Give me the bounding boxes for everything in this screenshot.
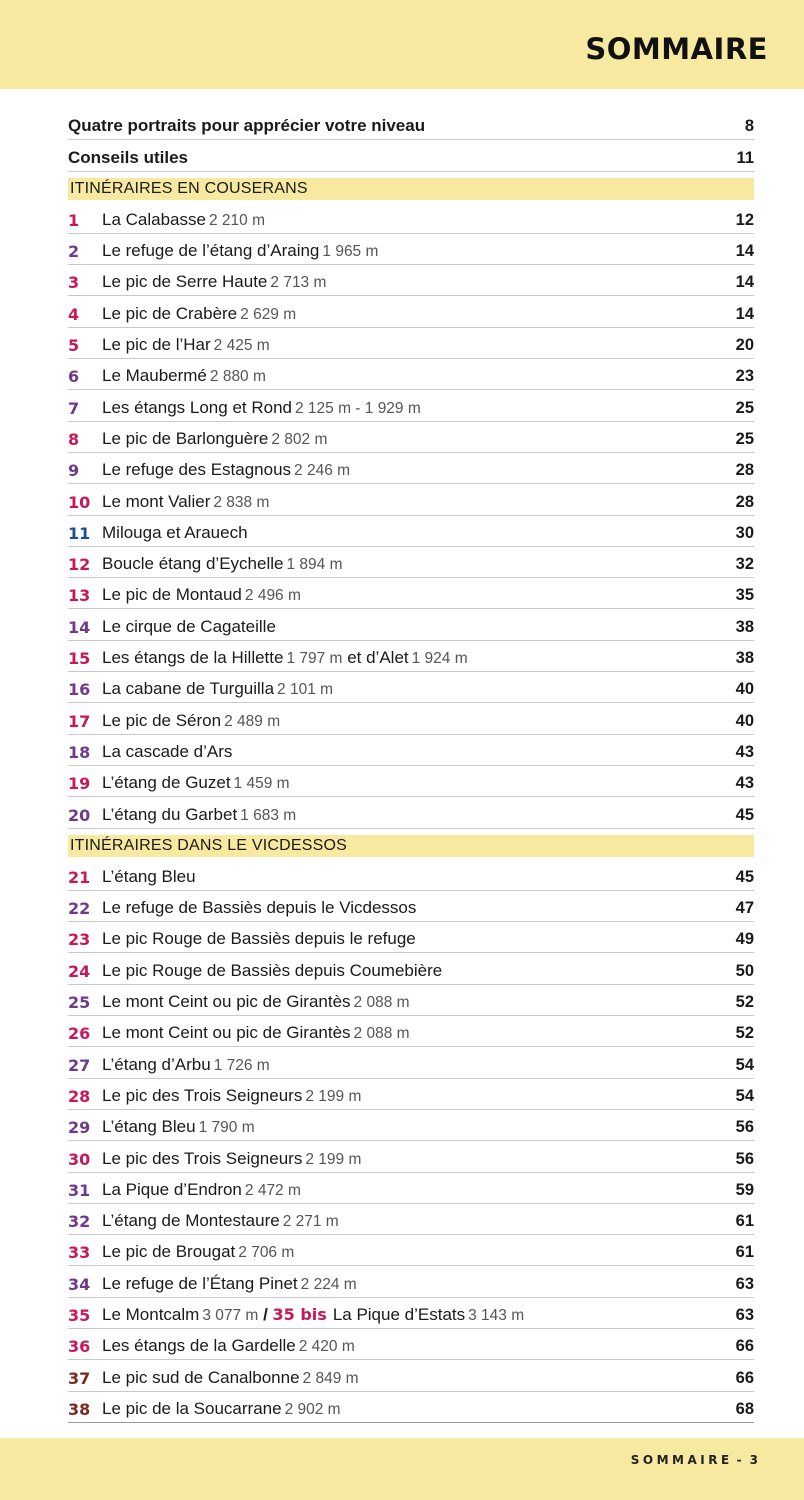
itinerary-title: [102, 554, 736, 574]
itinerary-title: [102, 648, 736, 668]
altitude: 2 199 m: [305, 1087, 362, 1105]
itinerary-row: [68, 391, 754, 421]
altitude: 2 706 m: [238, 1244, 295, 1262]
itinerary-name: Le pic de Montaud: [102, 585, 242, 605]
itinerary-title: [102, 992, 736, 1012]
itinerary-number: 24: [68, 961, 91, 981]
altitude: 1 459 m: [233, 775, 290, 793]
footer-separator: -: [736, 1453, 742, 1467]
itinerary-name: La Calabasse: [102, 209, 206, 229]
altitude: 3 077 m: [202, 1306, 259, 1324]
itinerary-title: [102, 429, 736, 449]
page-number: 8: [744, 117, 754, 136]
itinerary-row: [68, 1017, 754, 1047]
itinerary-row: [68, 548, 754, 578]
separator: /: [258, 1304, 273, 1324]
page-number: 59: [735, 1180, 754, 1199]
itinerary-number: 9: [68, 461, 80, 481]
itinerary-name: La cascade d’Ars: [102, 741, 233, 761]
itinerary-number: 34: [68, 1274, 91, 1294]
page-number: 14: [735, 242, 754, 261]
itinerary-name: Le refuge des Estagnous: [102, 460, 292, 480]
itinerary-title: [102, 1055, 736, 1075]
itinerary-name: Le refuge de l’étang d’Araing: [102, 241, 320, 261]
itinerary-row: [68, 642, 754, 672]
itinerary-number: 22: [68, 899, 91, 919]
page-number: 20: [735, 336, 754, 355]
itinerary-name: Le pic Rouge de Bassiès depuis le refuge: [102, 929, 416, 949]
page-number: 11: [736, 148, 754, 167]
page-number: 40: [735, 680, 754, 699]
itinerary-row: [68, 673, 754, 703]
altitude: 2 420 m: [298, 1338, 355, 1356]
page-number: 25: [735, 398, 754, 417]
itinerary-name: Le pic de Brougat: [102, 1242, 236, 1262]
itinerary-number: 19: [68, 774, 91, 794]
itinerary-title: [102, 1149, 736, 1169]
itinerary-name: Le pic de Séron: [102, 710, 222, 730]
itinerary-number: 30: [68, 1149, 91, 1169]
itinerary-name: Le pic de la Soucarrane: [102, 1398, 282, 1418]
itinerary-name: Les étangs de la Hillette: [102, 648, 284, 668]
itinerary-name: Le mont Ceint ou pic de Girantès: [102, 1023, 351, 1043]
itinerary-number: 2: [68, 242, 80, 262]
itinerary-name: Le pic de Serre Haute: [102, 272, 268, 292]
itinerary-title: [102, 304, 736, 324]
itinerary-name: La Pique d’Estats: [332, 1304, 466, 1324]
page-number: 61: [735, 1243, 754, 1262]
section-heading: ITINÉRAIRES DANS LE VICDESSOS: [68, 835, 754, 857]
itinerary-number: 4: [68, 304, 80, 324]
itinerary-title: [102, 1117, 736, 1137]
itinerary-name: Le pic de l’Har: [102, 335, 211, 355]
itinerary-name: Le mont Valier: [102, 491, 211, 511]
page-number: 43: [735, 774, 754, 793]
itinerary-row: [68, 986, 754, 1016]
itinerary-title: [102, 1336, 736, 1356]
itinerary-row: [68, 923, 754, 953]
itinerary-row: [68, 204, 754, 234]
itinerary-row: [68, 235, 754, 265]
itinerary-name: Le refuge de l’Étang Pinet: [102, 1273, 298, 1293]
itinerary-title: [102, 742, 736, 762]
itinerary-row: [68, 892, 754, 922]
itinerary-name: L’étang d’Arbu: [102, 1054, 211, 1074]
itinerary-number: 33: [68, 1243, 91, 1263]
itinerary-name: Les étangs Long et Rond: [102, 397, 292, 417]
itinerary-row: [68, 1267, 754, 1297]
itinerary-number: 3: [68, 273, 80, 293]
itinerary-name: Le pic de Barlonguère: [102, 428, 269, 448]
itinerary-title: [102, 617, 736, 637]
itinerary-title: [102, 1399, 736, 1419]
page-number: 56: [735, 1118, 754, 1137]
itinerary-number: 36: [68, 1337, 91, 1357]
itinerary-row: [68, 1205, 754, 1235]
itinerary-row: [68, 610, 754, 640]
page-number: 54: [735, 1055, 754, 1074]
page-number: 54: [735, 1086, 754, 1105]
itinerary-row: [68, 1111, 754, 1141]
page-number: 28: [735, 461, 754, 480]
altitude: 2 425 m: [213, 337, 270, 355]
itinerary-number: 13: [68, 586, 91, 606]
page-number: 14: [735, 273, 754, 292]
page-number: 38: [735, 617, 754, 636]
page-number: 45: [735, 805, 754, 824]
itinerary-number: 16: [68, 680, 91, 700]
itinerary-title: [102, 492, 736, 512]
itinerary-name: L’étang de Montestaure: [102, 1211, 280, 1231]
itinerary-name: La cabane de Turguilla: [102, 679, 275, 699]
itinerary-number: 35: [68, 1305, 91, 1325]
itinerary-number: 10: [68, 492, 91, 512]
page-number: 47: [735, 899, 754, 918]
itinerary-name: L’étang Bleu: [102, 866, 196, 886]
itinerary-row: [68, 1393, 754, 1423]
itinerary-name: Le pic des Trois Seigneurs: [102, 1085, 303, 1105]
altitude: 2 902 m: [284, 1400, 341, 1418]
page-number: 32: [735, 555, 754, 574]
itinerary-row: [68, 423, 754, 453]
itinerary-row: [68, 454, 754, 484]
itinerary-name: Le Maubermé: [102, 366, 207, 386]
itinerary-name: Les étangs de la Gardelle: [102, 1336, 296, 1356]
intro-title: Conseils utiles: [68, 147, 188, 167]
altitude: 2 125 m - 1 929 m: [294, 399, 421, 417]
page-number: 50: [735, 961, 754, 980]
page-number: 23: [735, 367, 754, 386]
itinerary-name: Le pic des Trois Seigneurs: [102, 1148, 303, 1168]
itinerary-title: [102, 1274, 736, 1294]
itinerary-title: [102, 867, 736, 887]
altitude: 2 271 m: [282, 1213, 339, 1231]
itinerary-row: [68, 1080, 754, 1110]
itinerary-number: 8: [68, 429, 80, 449]
itinerary-title: [102, 1180, 736, 1200]
itinerary-number: 17: [68, 711, 91, 731]
itinerary-number: 23: [68, 930, 91, 950]
itinerary-number: 20: [68, 805, 91, 825]
intro-title: Quatre portraits pour apprécier votre niveau: [68, 116, 426, 136]
itinerary-number: 12: [68, 555, 91, 575]
itinerary-title: [102, 1368, 736, 1388]
itinerary-row: [68, 1299, 754, 1329]
itinerary-title: [102, 460, 736, 480]
itinerary-title: [102, 335, 736, 355]
page-number: 49: [735, 930, 754, 949]
page-number: 66: [735, 1368, 754, 1387]
itinerary-row: [68, 1174, 754, 1204]
altitude: 2 472 m: [244, 1181, 301, 1199]
itinerary-number: 28: [68, 1086, 91, 1106]
itinerary-row: [68, 798, 754, 828]
page-number: 63: [735, 1274, 754, 1293]
itinerary-title: [102, 366, 736, 386]
itinerary-title: [102, 711, 736, 731]
itinerary-title: [102, 1305, 736, 1325]
page-number: 66: [735, 1337, 754, 1356]
altitude: 1 726 m: [213, 1056, 270, 1074]
intro-row: [68, 110, 754, 140]
altitude: 2 210 m: [208, 211, 265, 229]
itinerary-name: Le pic Rouge de Bassiès depuis Coumebière: [102, 960, 443, 980]
page-number: 14: [735, 304, 754, 323]
itinerary-number-bis: 35 bis: [272, 1304, 327, 1324]
itinerary-row: [68, 517, 754, 547]
itinerary-number: 27: [68, 1055, 91, 1075]
section-heading: ITINÉRAIRES EN COUSERANS: [68, 178, 754, 200]
itinerary-title: [102, 805, 736, 825]
page-number: 68: [735, 1399, 754, 1418]
itinerary-row: [68, 360, 754, 390]
footer-page-number: 3: [749, 1453, 758, 1467]
itinerary-name-extra: et d’Alet: [342, 648, 409, 668]
itinerary-title: [102, 241, 736, 261]
page-number: 43: [735, 742, 754, 761]
itinerary-title: [102, 898, 736, 918]
altitude: 2 849 m: [302, 1369, 359, 1387]
itinerary-title: [102, 398, 736, 418]
itinerary-row: [68, 329, 754, 359]
itinerary-row: [68, 861, 754, 891]
altitude: 2 629 m: [240, 305, 297, 323]
page-number: 12: [735, 210, 754, 229]
page-number: 30: [735, 523, 754, 542]
itinerary-title: [102, 773, 736, 793]
itinerary-number: 6: [68, 367, 80, 387]
itinerary-row: [68, 485, 754, 515]
page-number: 63: [735, 1305, 754, 1324]
itinerary-name: Le refuge de Bassiès depuis le Vicdessos: [102, 898, 417, 918]
itinerary-row: [68, 1048, 754, 1078]
altitude: 2 246 m: [294, 462, 351, 480]
itinerary-name: Le mont Ceint ou pic de Girantès: [102, 992, 351, 1012]
page-number: 28: [735, 492, 754, 511]
itinerary-title: [102, 1242, 736, 1262]
page-number: 40: [735, 711, 754, 730]
itinerary-row: [68, 1142, 754, 1172]
altitude: 1 683 m: [240, 806, 297, 824]
intro-row: [68, 141, 754, 171]
itinerary-name: L’étang de Guzet: [102, 773, 231, 793]
itinerary-name: Boucle étang d’Eychelle: [102, 554, 284, 574]
altitude: 2 088 m: [353, 1025, 410, 1043]
altitude: 2 199 m: [305, 1150, 362, 1168]
altitude: 2 496 m: [244, 587, 301, 605]
itinerary-row: [68, 1236, 754, 1266]
itinerary-name: Le cirque de Cagateille: [102, 616, 276, 636]
page-number: 56: [735, 1149, 754, 1168]
itinerary-name: La Pique d’Endron: [102, 1179, 242, 1199]
itinerary-name: Milouga et Arauech: [102, 522, 248, 542]
altitude: 2 838 m: [213, 493, 270, 511]
itinerary-number: 37: [68, 1368, 91, 1388]
itinerary-name: Le pic sud de Canalbonne: [102, 1367, 300, 1387]
itinerary-title: [102, 1023, 736, 1043]
itinerary-row: [68, 1361, 754, 1391]
table-of-contents: [68, 110, 754, 1424]
itinerary-number: 7: [68, 398, 80, 418]
itinerary-title: [102, 210, 736, 230]
itinerary-title: [102, 961, 736, 981]
altitude: 2 088 m: [353, 994, 410, 1012]
footer-label: SOMMAIRE: [630, 1453, 733, 1467]
itinerary-number: 11: [68, 523, 91, 543]
itinerary-title: [102, 523, 736, 543]
itinerary-row: [68, 266, 754, 296]
itinerary-number: 25: [68, 993, 91, 1013]
itinerary-title: [102, 272, 736, 292]
itinerary-row: [68, 767, 754, 797]
itinerary-number: 18: [68, 742, 91, 762]
altitude: 2 101 m: [277, 681, 334, 699]
page-number: 35: [735, 586, 754, 605]
altitude: 1 797 m: [286, 650, 343, 668]
itinerary-number: 14: [68, 617, 91, 637]
page-title: SOMMAIRE: [585, 32, 768, 66]
altitude: 2 489 m: [224, 712, 281, 730]
itinerary-title: [102, 679, 736, 699]
itinerary-number: 31: [68, 1180, 91, 1200]
itinerary-row: [68, 1330, 754, 1360]
itinerary-number: 32: [68, 1212, 91, 1232]
page-number: 38: [735, 649, 754, 668]
footer: [631, 1453, 758, 1467]
page-number: 61: [735, 1212, 754, 1231]
itinerary-title: [102, 929, 736, 949]
itinerary-name: Le pic de Crabère: [102, 303, 238, 323]
itinerary-number: 1: [68, 210, 80, 230]
altitude: 3 143 m: [468, 1306, 525, 1324]
itinerary-number: 5: [68, 336, 80, 356]
itinerary-name: Le Montcalm: [102, 1304, 200, 1324]
itinerary-name: L’étang du Garbet: [102, 804, 238, 824]
page-number: 25: [735, 429, 754, 448]
itinerary-row: [68, 954, 754, 984]
altitude: 2 880 m: [209, 368, 266, 386]
page-number: 45: [735, 867, 754, 886]
page-number: 52: [735, 993, 754, 1012]
itinerary-row: [68, 579, 754, 609]
altitude: 1 790 m: [198, 1119, 255, 1137]
altitude: 1 924 m: [411, 650, 468, 668]
page-number: 52: [735, 1024, 754, 1043]
itinerary-row: [68, 736, 754, 766]
altitude: 2 224 m: [300, 1275, 357, 1293]
itinerary-number: 29: [68, 1118, 91, 1138]
itinerary-title: [102, 585, 736, 605]
itinerary-number: 15: [68, 649, 91, 669]
itinerary-title: [102, 1211, 736, 1231]
itinerary-name: L’étang Bleu: [102, 1117, 196, 1137]
itinerary-title: [102, 1086, 736, 1106]
altitude: 1 894 m: [286, 556, 343, 574]
footer-band: [0, 1438, 804, 1500]
itinerary-number: 21: [68, 867, 91, 887]
altitude: 1 965 m: [322, 243, 379, 261]
itinerary-number: 26: [68, 1024, 91, 1044]
itinerary-row: [68, 704, 754, 734]
itinerary-row: [68, 297, 754, 327]
itinerary-number: 38: [68, 1399, 91, 1419]
altitude: 2 802 m: [271, 430, 328, 448]
altitude: 2 713 m: [270, 274, 327, 292]
